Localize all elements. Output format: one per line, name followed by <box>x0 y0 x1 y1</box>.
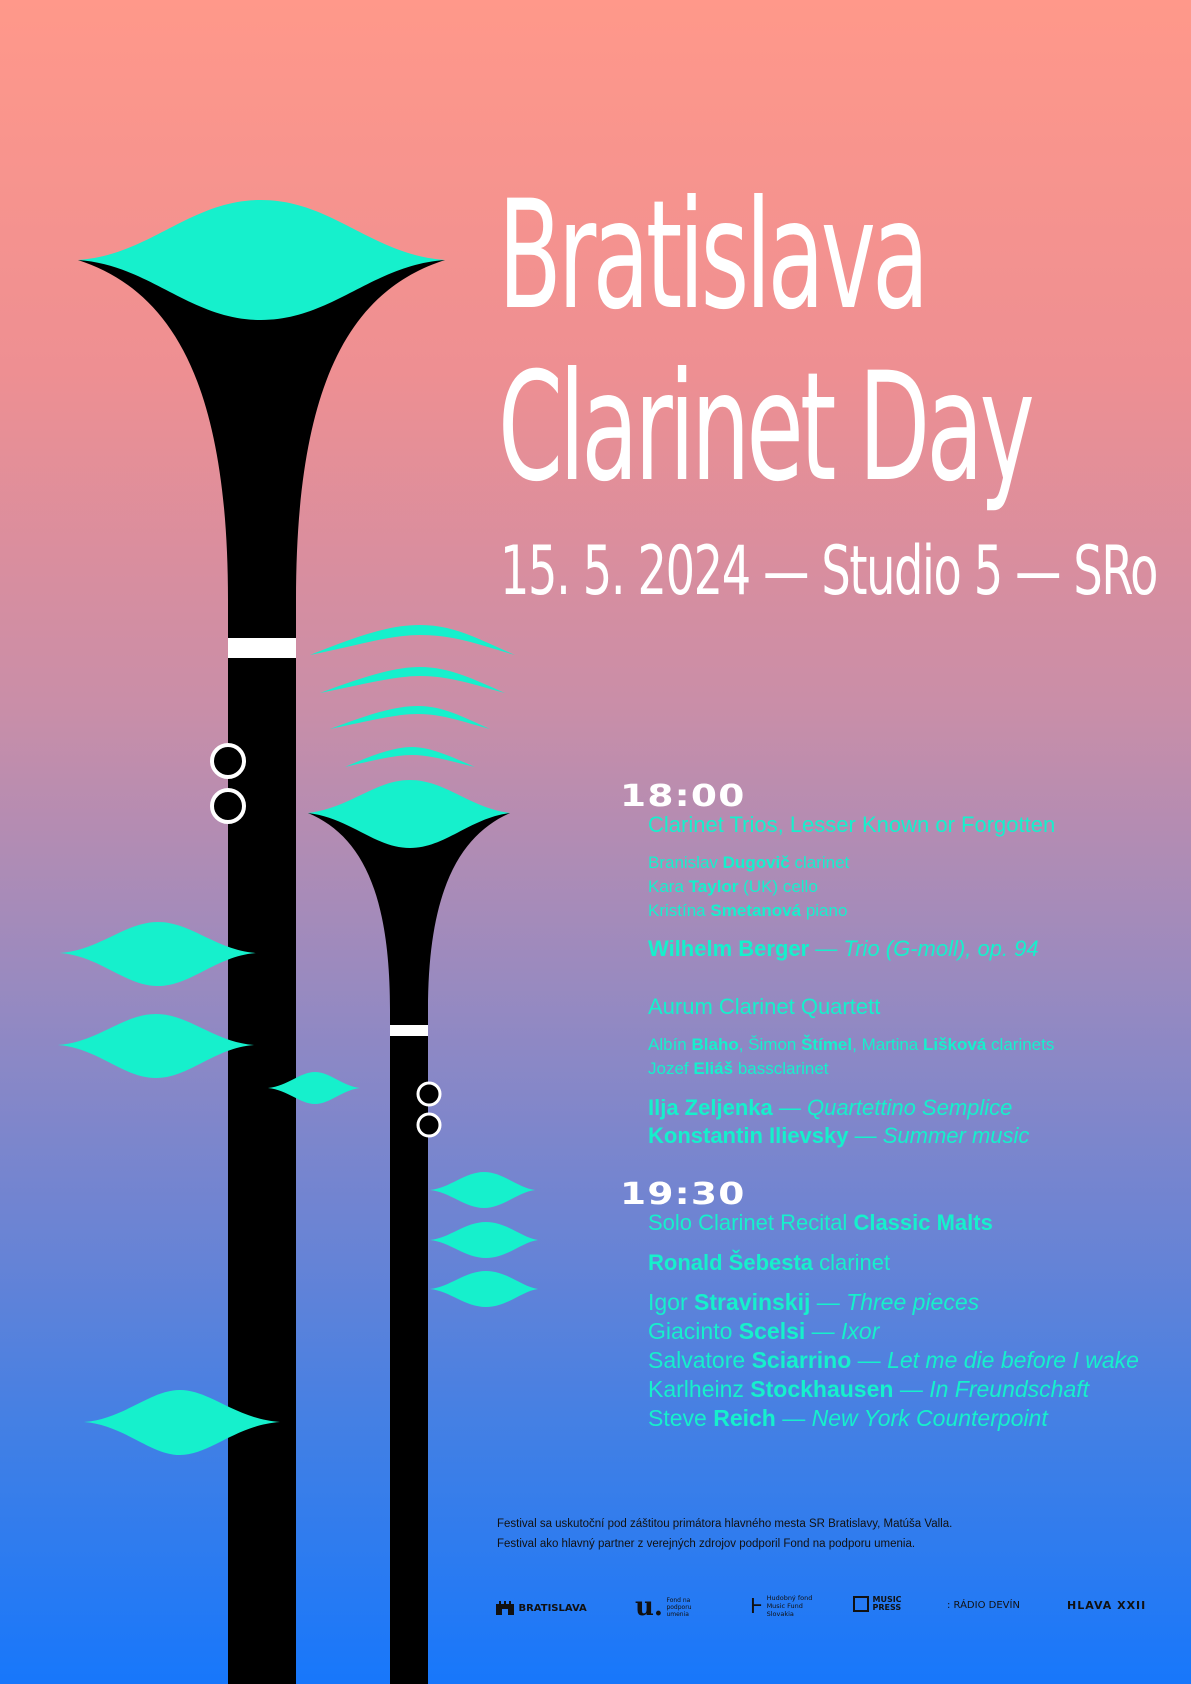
work-line: Igor Stravinskij — Three pieces <box>648 1289 980 1315</box>
program-title: Clarinet Trios, Lesser Known or Forgotten <box>648 812 1056 837</box>
u-icon: u. <box>635 1592 663 1622</box>
partner-logos <box>495 1592 1145 1622</box>
work-line: Steve Reich — New York Counterpoint <box>648 1405 1048 1431</box>
performer-line: Jozef Eliáš bassclarinet <box>648 1059 829 1078</box>
hudobny-fond-text: Hudobný fond Music Fund Slovakia <box>766 1594 813 1618</box>
event-date-venue: 15. 5. 2024 — Studio 5 — SRo <box>500 532 1158 611</box>
h-icon: Ⱶ <box>750 1594 764 1618</box>
music-press-logo <box>853 1596 908 1612</box>
work-line: Ilja Zeljenka — Quartettino Semplice <box>648 1095 1013 1120</box>
bratislava-logo <box>495 1600 587 1616</box>
performer-line: Albín Blaho, Šimon Štímel, Martina Lišková clarinets <box>648 1035 1055 1054</box>
performer-line: Kristína Smetanová piano <box>648 901 848 920</box>
fpu-logo <box>635 1592 706 1622</box>
fpu-logo-text: Fond na podporu umenia <box>666 1596 692 1618</box>
music-press-icon <box>853 1596 869 1612</box>
performer-line: Kara Taylor (UK) cello <box>648 877 818 896</box>
work-line: Salvatore Sciarrino — Let me die before I wake <box>648 1347 1139 1373</box>
event-title: Bratislava Clarinet Day <box>498 169 1032 515</box>
performer-line: Branislav Dugovič clarinet <box>648 853 850 872</box>
footer-line: Festival sa uskutoční pod záštitou primátora hlavného mesta SR Bratislavy, Matúša Valla. <box>497 1518 953 1530</box>
hudobny-fond-logo <box>750 1594 829 1618</box>
bratislava-logo-text: BRATISLAVA <box>518 1603 587 1614</box>
program-title: Solo Clarinet Recital Classic Malts <box>648 1210 993 1235</box>
session-time: 19:30 <box>620 1177 746 1212</box>
performer-line: Ronald Šebesta clarinet <box>648 1250 891 1275</box>
footer-note <box>497 1514 952 1554</box>
music-press-text: MUSIC PRESS <box>872 1595 902 1612</box>
radio-devin-logo: : RÁDIO DEVÍN <box>947 1600 1020 1611</box>
sound-waves <box>310 625 515 767</box>
hlava-xxii-logo: HLAVA XXII <box>1067 1599 1147 1612</box>
work-line: Giacinto Scelsi — Ixor <box>648 1318 880 1344</box>
lens-shapes <box>58 922 538 1455</box>
footer-line: Festival ako hlavný partner z verejných zdrojov podporil Fond na podporu umenia. <box>497 1538 916 1550</box>
castle-icon <box>495 1600 515 1616</box>
work-line: Karlheinz Stockhausen — In Freundschaft <box>648 1376 1090 1402</box>
session-time: 18:00 <box>620 779 746 814</box>
work-line: Konstantin Ilievsky — Summer music <box>648 1123 1030 1148</box>
program-title: Aurum Clarinet Quartett <box>648 994 881 1019</box>
work-line: Wilhelm Berger — Trio (G-moll), op. 94 <box>648 936 1039 961</box>
